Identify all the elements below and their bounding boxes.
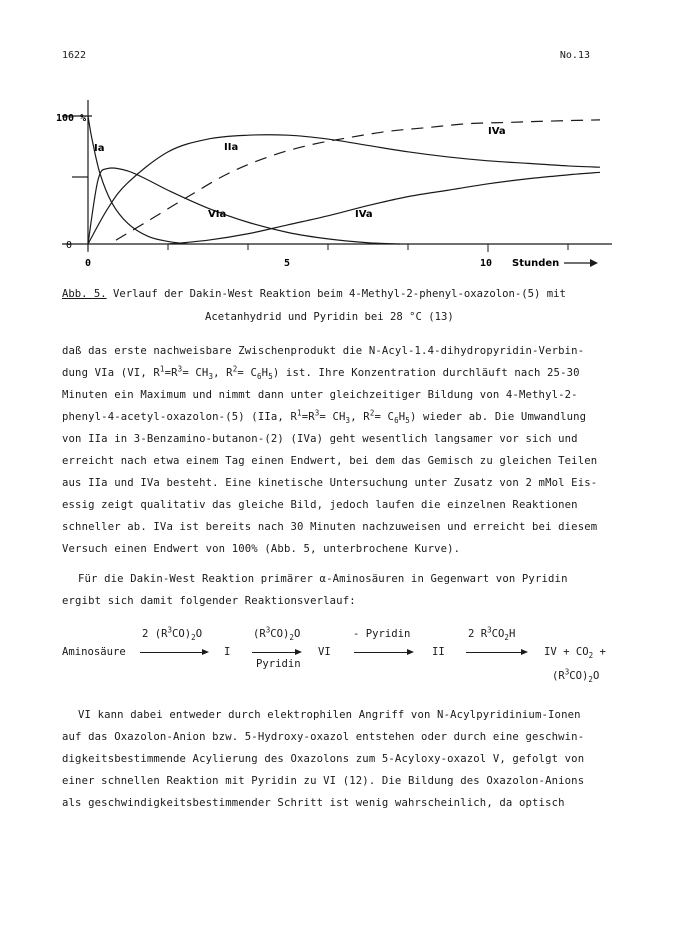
scheme-arrow2-reagent: $(R^3CO)_2O$: [253, 625, 301, 643]
scheme-arrow-1: [140, 652, 207, 653]
scheme-arrow-4: [466, 652, 526, 653]
para1-line-9: schneller ab. IVa ist bereits nach 30 Minuten nachzuweisen und erreicht bei diesem: [62, 521, 598, 533]
x-tick-label-10: 10: [480, 258, 493, 269]
y-top-label: 100 %: [56, 113, 87, 124]
figure-caption: [62, 288, 566, 300]
series-line-IVa: [168, 172, 600, 244]
series-line-Ia: [88, 116, 188, 244]
scheme-products-2: $(R^3CO)_2O$: [552, 667, 600, 685]
para3-line-4: einer schnellen Reaktion mit Pyridin zu VI (12). Die Bildung des Oxazolon-Anions: [62, 775, 585, 787]
curve-label-IVa-dashed: IVa: [488, 126, 506, 137]
series-line-IVa-dashed: [116, 120, 600, 240]
para1-line-3: Minuten ein Maximum und nimmt dann unter gleichzeitiger Bildung von 4-Methyl-2-: [62, 389, 578, 401]
x-tick-label-0: 0: [85, 258, 92, 269]
scheme-arrow-2: [252, 652, 300, 653]
para2-line-1: Für die Dakin-West Reaktion primärer α-Aminosäuren in Gegenwart von Pyridin: [78, 573, 568, 585]
scheme-intermediate-VI: VI: [318, 646, 331, 658]
para1-line-10: Versuch einen Endwert von 100% (Abb. 5, unterbrochene Kurve).: [62, 543, 461, 555]
para1-line-7: aus IIa und IVa besteht. Eine kinetische Untersuchung unter Zusatz von 2 mMol Eis-: [62, 477, 598, 489]
curve-label-IIa: IIa: [224, 142, 239, 153]
para1-line-2: dung VIa (VI, $R^1=R^3= CH_3$, $R^2= C_6H_5$) ist. Ihre Konzentration durchläuft nach 25-30: [62, 364, 580, 382]
x-axis-label: Stunden: [512, 258, 560, 269]
curve-label-VIa: VIa: [208, 209, 227, 220]
scheme-products: IV + $CO_2$ +: [544, 646, 606, 661]
scheme-arrow4-reagent: 2 $R^3CO_2H$: [468, 625, 516, 643]
x-ticks: [88, 244, 568, 252]
para3-line-1: VI kann dabei entweder durch elektrophilen Angriff von N-Acylpyridinium-Ionen: [78, 709, 581, 721]
curve-label-Ia: Ia: [94, 143, 105, 154]
caption-label: Abb. 5.: [62, 288, 107, 300]
chart-axes: [62, 100, 612, 250]
para1-line-4: phenyl-4-acetyl-oxazolon-(5) (IIa, $R^1=R^3= CH_3$, $R^2= C_6H_5$) wieder ab. Die Umwandlung: [62, 408, 587, 426]
series-line-VIa: [88, 168, 400, 244]
page-number: 1622: [62, 50, 87, 61]
para1-line-6: erreicht nach etwa einem Tag einen Endwert, bei dem das Gemisch zu gleichen Teilen: [62, 455, 598, 467]
para3-line-5: als geschwindigkeitsbestimmender Schritt ist wenig wahrscheinlich, da optisch: [62, 797, 565, 809]
para3-line-2: auf das Oxazolon-Anion bzw. 5-Hydroxy-oxazol entstehen oder durch eine geschwin-: [62, 731, 585, 743]
reaction-progress-chart: [0, 0, 680, 280]
series-layer: [88, 116, 600, 244]
para1-line-1: daß das erste nachweisbare Zwischenprodukt die N-Acyl-1.4-dihydropyridin-Verbin-: [62, 345, 585, 357]
para2-line-2: ergibt sich damit folgender Reaktionsverlauf:: [62, 595, 356, 607]
scheme-start: Aminosäure: [62, 646, 126, 658]
caption-line-1: Verlauf der Dakin-West Reaktion beim 4-Methyl-2-phenyl-oxazolon-(5) mit: [113, 288, 566, 300]
para1-line-5: von IIa in 3-Benzamino-butanon-(2) (IVa) geht wesentlich langsamer vor sich und: [62, 433, 578, 445]
curve-label-IVa-solid: IVa: [355, 209, 373, 220]
scheme-intermediate-II: II: [432, 646, 445, 658]
scheme-intermediate-I: I: [224, 646, 231, 658]
x-tick-label-5: 5: [284, 258, 291, 269]
caption-line-2: Acetanhydrid und Pyridin bei 28 °C (13): [205, 311, 454, 323]
y-zero-label: 0: [66, 240, 73, 251]
scheme-arrow-3: [354, 652, 412, 653]
scheme-arrow2-below: Pyridin: [256, 658, 301, 670]
scheme-arrow3-label: - Pyridin: [353, 628, 411, 640]
scheme-arrow1-reagent: 2 $(R^3CO)_2O$: [142, 625, 203, 643]
x-axis-arrow: [564, 259, 598, 267]
para3-line-3: digkeitsbestimmende Acylierung des Oxazolons zum 5-Acyloxy-oxazol V, gefolgt von: [62, 753, 585, 765]
journal-issue-number: No.13: [559, 50, 590, 61]
para1-line-8: essig zeigt qualitativ das gleiche Bild, jedoch laufen die einzelnen Reaktionen: [62, 499, 578, 511]
